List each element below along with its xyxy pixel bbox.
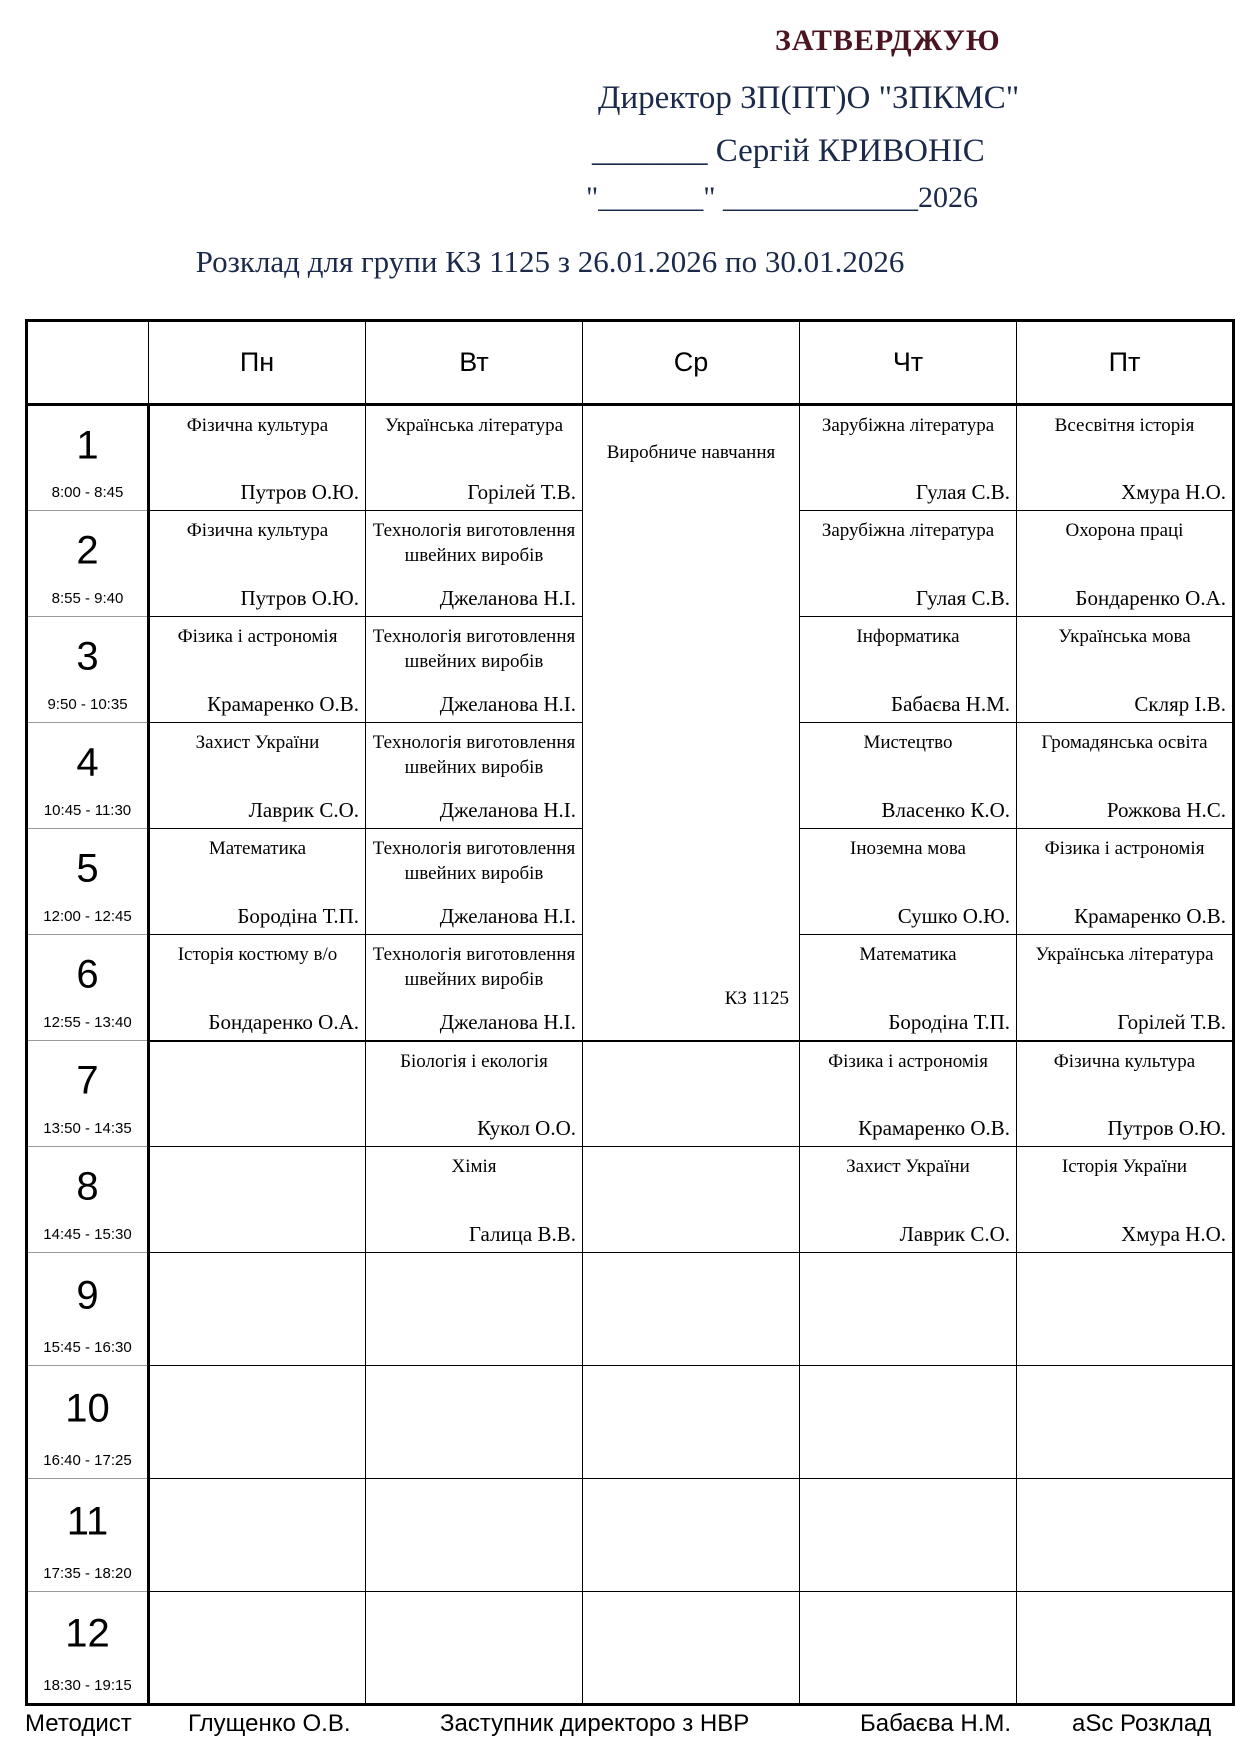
lesson-cell-friday-period-5 — [1017, 829, 1234, 935]
group-label: КЗ 1125 — [724, 987, 789, 1009]
lesson-cell-thursday-period-4 — [800, 723, 1017, 829]
teacher-label: Лаврик С.О. — [248, 798, 359, 822]
period-number: 7 — [76, 1058, 99, 1103]
teacher-label: Горілей Т.В. — [1117, 1009, 1226, 1034]
period-time: 16:40 - 17:25 — [43, 1452, 132, 1469]
period-number: 1 — [76, 423, 99, 468]
day-header-tue: Вт — [366, 321, 583, 405]
subject-label: Фізика і астрономія — [1044, 838, 1205, 859]
subject-label: Технологія виготовлення швейних виробів — [372, 520, 576, 566]
subject-label: Математика — [208, 838, 307, 859]
empty-cell-friday-period-11 — [1017, 1479, 1234, 1592]
director-line: Директор ЗП(ПТ)О "ЗПКМС" — [598, 80, 1020, 116]
period-info-cell — [27, 723, 149, 829]
teacher-label: Джеланова Н.І. — [439, 904, 576, 928]
corner-cell — [27, 321, 149, 405]
empty-cell-monday-period-12 — [149, 1592, 366, 1705]
subject-label: Історія костюму в/о — [177, 944, 338, 965]
lesson-cell-tuesday-period-3 — [366, 617, 583, 723]
empty-cell-wednesday-period-8 — [583, 1147, 800, 1253]
empty-cell-wednesday-period-12 — [583, 1592, 800, 1705]
teacher-label: Гулая С.В. — [915, 480, 1010, 504]
empty-cell-monday-period-8 — [149, 1147, 366, 1253]
subject-label: Всесвітня історія — [1054, 415, 1195, 436]
teacher-label: Скляр І.В. — [1134, 692, 1226, 716]
subject-label: Технологія виготовлення швейних виробів — [372, 944, 576, 990]
teacher-label: Путров О.Ю. — [240, 480, 359, 504]
footer-role-deputy-director: Заступник директоро з НВР — [440, 1710, 750, 1737]
lesson-cell-friday-period-1 — [1017, 405, 1234, 511]
period-number: 10 — [65, 1386, 110, 1431]
period-info-cell — [27, 1366, 149, 1479]
empty-cell-tuesday-period-12 — [366, 1592, 583, 1705]
period-time: 12:00 - 12:45 — [43, 908, 132, 925]
subject-label: Зарубіжна література — [821, 520, 995, 541]
empty-cell-monday-period-10 — [149, 1366, 366, 1479]
subject-label: Захист України — [846, 1156, 970, 1177]
teacher-label: Джеланова Н.І. — [439, 798, 576, 822]
empty-cell-tuesday-period-11 — [366, 1479, 583, 1592]
period-info-cell — [27, 829, 149, 935]
schedule-table — [25, 319, 1235, 1706]
period-number: 3 — [76, 634, 99, 679]
teacher-label: Крамаренко О.В. — [1074, 904, 1226, 928]
period-number: 5 — [76, 846, 99, 891]
empty-cell-friday-period-10 — [1017, 1366, 1234, 1479]
lesson-cell-tuesday-period-8 — [366, 1147, 583, 1253]
period-time: 15:45 - 16:30 — [43, 1339, 132, 1356]
period-row-9 — [27, 1253, 1234, 1366]
period-time: 12:55 - 13:40 — [43, 1014, 132, 1031]
period-time: 13:50 - 14:35 — [43, 1120, 132, 1137]
lesson-cell-thursday-period-8 — [800, 1147, 1017, 1253]
period-row-8 — [27, 1147, 1234, 1253]
subject-label: Фізична культура — [186, 415, 329, 436]
footer-name-deputy-director: Бабаєва Н.М. — [860, 1710, 1012, 1737]
subject-label: Технологія виготовлення швейних виробів — [372, 838, 576, 884]
lesson-cell-thursday-period-2 — [800, 511, 1017, 617]
day-header-row — [27, 321, 1234, 405]
empty-cell-thursday-period-12 — [800, 1592, 1017, 1705]
period-info-cell — [27, 617, 149, 723]
period-row-1 — [27, 405, 1234, 511]
teacher-label: Гулая С.В. — [915, 586, 1010, 610]
production-training-cell — [583, 405, 800, 1041]
lesson-cell-friday-period-4 — [1017, 723, 1234, 829]
footer-role-methodist: Методист — [25, 1710, 132, 1737]
period-row-7 — [27, 1041, 1234, 1147]
lesson-cell-monday-period-6 — [149, 935, 366, 1041]
lesson-cell-monday-period-1 — [149, 405, 366, 511]
subject-label: Українська література — [384, 415, 564, 436]
lesson-cell-tuesday-period-1 — [366, 405, 583, 511]
period-time: 14:45 - 15:30 — [43, 1226, 132, 1243]
subject-label: Технологія виготовлення швейних виробів — [372, 626, 576, 672]
period-time: 8:00 - 8:45 — [51, 484, 124, 501]
lesson-cell-tuesday-period-6 — [366, 935, 583, 1041]
teacher-label: Бондаренко О.А. — [208, 1009, 359, 1034]
schedule-title: Розклад для групи КЗ 1125 з 26.01.2026 по 30.01.2026 — [195, 244, 905, 279]
date-line: "_______" _____________2026 — [586, 181, 978, 214]
lesson-cell-thursday-period-3 — [800, 617, 1017, 723]
teacher-label: Бондаренко О.А. — [1075, 586, 1226, 610]
subject-label: Фізична культура — [186, 520, 329, 541]
period-number: 6 — [76, 952, 99, 997]
period-info-cell — [27, 1253, 149, 1366]
subject-label: Громадянська освіта — [1041, 732, 1208, 753]
teacher-label: Рожкова Н.С. — [1106, 798, 1226, 822]
lesson-cell-monday-period-2 — [149, 511, 366, 617]
subject-label: Історія України — [1061, 1156, 1188, 1177]
period-row-10 — [27, 1366, 1234, 1479]
lesson-cell-tuesday-period-7 — [366, 1041, 583, 1147]
period-info-cell — [27, 1147, 149, 1253]
empty-cell-wednesday-period-9 — [583, 1253, 800, 1366]
teacher-label: Бабаєва Н.М. — [891, 692, 1010, 716]
subject-label: Українська література — [1035, 944, 1214, 965]
lesson-cell-monday-period-5 — [149, 829, 366, 935]
lesson-cell-friday-period-7 — [1017, 1041, 1234, 1147]
teacher-label: Бородіна Т.П. — [888, 1009, 1010, 1034]
footer-asc-app-label: aSc Розклад — [1072, 1710, 1212, 1737]
day-header-wed: Ср — [583, 321, 800, 405]
lesson-cell-thursday-period-6 — [800, 935, 1017, 1041]
empty-cell-tuesday-period-9 — [366, 1253, 583, 1366]
lesson-cell-monday-period-3 — [149, 617, 366, 723]
footer-name-methodist: Глущенко О.В. — [188, 1710, 351, 1737]
subject-label: Фізична культура — [1053, 1050, 1196, 1072]
lesson-cell-tuesday-period-2 — [366, 511, 583, 617]
teacher-label: Джеланова Н.І. — [439, 586, 576, 610]
empty-cell-thursday-period-10 — [800, 1366, 1017, 1479]
lesson-cell-thursday-period-1 — [800, 405, 1017, 511]
lesson-cell-monday-period-4 — [149, 723, 366, 829]
teacher-label: Джеланова Н.І. — [439, 1009, 576, 1034]
subject-label: Українська мова — [1058, 626, 1191, 647]
empty-cell-tuesday-period-10 — [366, 1366, 583, 1479]
lesson-cell-tuesday-period-5 — [366, 829, 583, 935]
subject-label: Фізика і астрономія — [177, 626, 338, 647]
empty-cell-monday-period-11 — [149, 1479, 366, 1592]
teacher-label: Власенко К.О. — [881, 798, 1010, 822]
period-number: 8 — [76, 1164, 99, 1209]
empty-cell-wednesday-period-11 — [583, 1479, 800, 1592]
empty-cell-friday-period-12 — [1017, 1592, 1234, 1705]
lesson-cell-friday-period-3 — [1017, 617, 1234, 723]
subject-label: Виробниче навчання — [606, 442, 776, 463]
subject-label: Математика — [859, 944, 957, 965]
period-time: 17:35 - 18:20 — [43, 1565, 132, 1582]
day-header-fri: Пт — [1017, 321, 1234, 405]
empty-cell-thursday-period-9 — [800, 1253, 1017, 1366]
teacher-label: Хмура Н.О. — [1121, 1222, 1226, 1246]
subject-label: Біологія і екологія — [400, 1050, 548, 1072]
subject-label: Мистецтво — [863, 732, 953, 753]
subject-label: Фізика і астрономія — [828, 1050, 988, 1072]
day-header-mon: Пн — [149, 321, 366, 405]
teacher-label: Галица В.В. — [468, 1222, 576, 1246]
day-header-thu: Чт — [800, 321, 1017, 405]
lesson-cell-thursday-period-5 — [800, 829, 1017, 935]
period-number: 4 — [76, 740, 99, 785]
period-number: 12 — [65, 1611, 110, 1656]
empty-cell-wednesday-period-10 — [583, 1366, 800, 1479]
teacher-label: Бородіна Т.П. — [237, 904, 359, 928]
teacher-label: Джеланова Н.І. — [439, 692, 576, 716]
lesson-cell-friday-period-8 — [1017, 1147, 1234, 1253]
teacher-label: Горілей Т.В. — [467, 480, 576, 504]
teacher-label: Путров О.Ю. — [240, 586, 359, 610]
subject-label: Захист України — [195, 732, 320, 753]
lesson-cell-friday-period-2 — [1017, 511, 1234, 617]
period-time: 8:55 - 9:40 — [51, 590, 124, 607]
period-info-cell — [27, 1479, 149, 1592]
subject-label: Зарубіжна література — [821, 415, 995, 436]
subject-label: Іноземна мова — [850, 838, 966, 859]
teacher-label: Лаврик С.О. — [899, 1222, 1010, 1246]
teacher-label: Хмура Н.О. — [1121, 480, 1226, 504]
empty-cell-thursday-period-11 — [800, 1479, 1017, 1592]
approve-label: ЗАТВЕРДЖУЮ — [775, 24, 1001, 57]
lesson-cell-friday-period-6 — [1017, 935, 1234, 1041]
period-info-cell — [27, 1592, 149, 1705]
subject-label: Хімія — [451, 1156, 497, 1177]
period-row-12 — [27, 1592, 1234, 1705]
empty-cell-friday-period-9 — [1017, 1253, 1234, 1366]
period-row-11 — [27, 1479, 1234, 1592]
period-time: 9:50 - 10:35 — [47, 696, 128, 713]
teacher-label: Кукол О.О. — [477, 1116, 576, 1140]
lesson-cell-tuesday-period-4 — [366, 723, 583, 829]
teacher-label: Сушко О.Ю. — [897, 904, 1010, 928]
subject-label: Технологія виготовлення швейних виробів — [372, 732, 576, 778]
period-info-cell — [27, 511, 149, 617]
lesson-cell-thursday-period-7 — [800, 1041, 1017, 1147]
period-info-cell — [27, 935, 149, 1041]
period-number: 11 — [66, 1499, 109, 1544]
period-number: 2 — [76, 528, 99, 573]
period-time: 10:45 - 11:30 — [43, 802, 132, 819]
teacher-label: Крамаренко О.В. — [207, 692, 359, 716]
signature-line: _______ Сергій КРИВОНІС — [592, 133, 985, 169]
empty-cell-monday-period-9 — [149, 1253, 366, 1366]
teacher-label: Путров О.Ю. — [1107, 1116, 1226, 1140]
period-info-cell — [27, 405, 149, 511]
teacher-label: Крамаренко О.В. — [858, 1116, 1010, 1140]
subject-label: Інформатика — [856, 626, 960, 647]
subject-label: Охорона праці — [1065, 520, 1184, 541]
period-time: 18:30 - 19:15 — [43, 1677, 132, 1694]
empty-cell-wednesday-period-7 — [583, 1041, 800, 1147]
empty-cell-monday-period-7 — [149, 1041, 366, 1147]
period-number: 9 — [76, 1273, 99, 1318]
period-info-cell — [27, 1041, 149, 1147]
